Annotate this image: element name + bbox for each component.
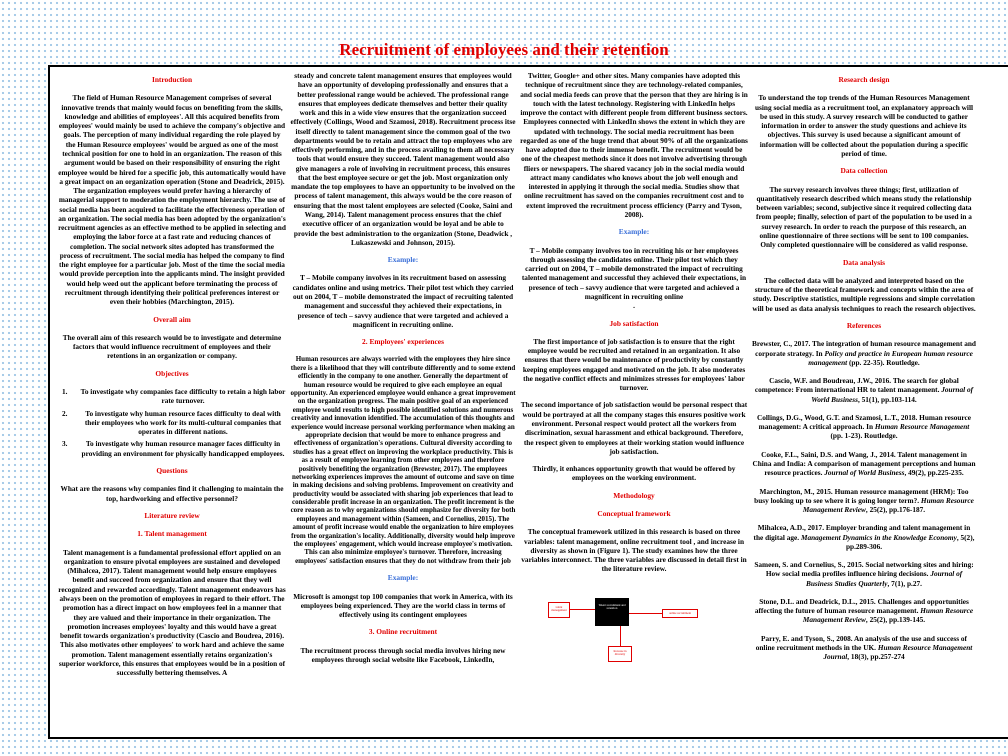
talent-management-text: Talent management is a fundamental professional effort applied on an organization to ensure pivotal employees are sustained and developed (Mihalcea, 2017). Talent management would help ensure employees benefit and succeed from organization and ensure that they well recognized and rewarded accordingly. Talent management endeavors has always been on the promotion of employees in regard to their effort. The promotion has a direct impact on how employees feel in a manner that they are valued and their importance in their organization. The promotion increases employees' loyalty and this would have a great benefit towards organization's productivity (Cascio and Boudrea, 2016). This also motivates other employees' to work hard and achieve the same promotion. Talent management essentially retains organization's superior workforce, this ensures that employees would be in a position of successfully bettering themselves. A (58, 547, 286, 678)
talent-management-box: talent management (548, 602, 570, 618)
references-heading: References (846, 320, 882, 330)
reference-item: Parry, E. and Tyson, S., 2008. An analysis of the use and success of online recruitment methods in the UK. Human Resource Management Journal, 18(3), pp.257-274 (755, 633, 973, 662)
reference-item: Cooke, F.L., Saini, D.S. and Wang, J., 2014. Talent management in China and India: A comparison of management perceptions and human resource practices. Journal of World Business, 49(2), pp.225-235. (752, 449, 976, 478)
introduction-heading: Introduction (151, 75, 193, 84)
online-recruitment-text: The recruitment process through social media involves hiring new employees through social website like Facebook, LinkedIn, (300, 645, 506, 665)
questions-heading: Questions (156, 465, 188, 475)
connector-line (620, 626, 621, 646)
data-analysis-heading: Data analysis (842, 257, 886, 267)
reference-item: Collings, D.G., Wood, G.T. and Szamosi, L.T., 2018. Human resource management: A critical approach. In Human Resource Management (pp. 1-23). Routledge. (756, 412, 971, 441)
conceptual-framework-heading: Conceptual framework (597, 509, 671, 518)
job-satisfaction-heading: Job satisfaction (609, 318, 659, 328)
data-analysis-text: The collected data will be analyzed and interpreted based on the structure of the theoretical framework and concepts within the area of study. Descriptive statistics, multiple regressions and simple correlation will be used as data analysis techniques to reach the research objectives. (752, 275, 976, 313)
reference-item: Brewster, C., 2017. The integration of human resource management and corporate strategy. In Policy and practice in European human resource management (pp. 22-35). Routledge. (752, 339, 976, 367)
connector-line (629, 613, 662, 614)
job-satisfaction-text-2: The second importance of job satisfaction would be personal respect that would be portrayed at all the company stages this ensures positive work environment. Personal respect would protect all the workers from discrimination, sexual harassment and ethical background. Therefore, the respect given to employees at their working station would influence job satisfaction. (520, 400, 748, 456)
objectives-heading: Objectives (155, 368, 189, 378)
column-2 (290, 71, 516, 733)
poster-frame (48, 65, 1008, 739)
recruitment-retention-box: Talent recruitment and retention (595, 598, 629, 626)
overall-aim-heading: Overall aim (153, 314, 191, 324)
poster-title: Recruitment of employees and their retention (339, 40, 669, 59)
example-heading: Example: (387, 255, 419, 265)
example-heading-2: Example: (387, 573, 419, 583)
column-3 (520, 71, 748, 733)
column-1 (58, 71, 286, 733)
connector-line (570, 609, 595, 610)
diversity-box: Increase in diversity (608, 646, 632, 662)
conceptual-framework-text: The conceptual framework utilized in this research is based on three variables: talent management, online recruitment tool , and increase in diversity as shown in (Figure 1). The study examines how the three variables interconnect. The three variables are discussed in detail first in the literature review. (521, 527, 747, 574)
employees-experiences-text: Human resources are always worried with the employees they hire since there is a likelihood that they will contribute differently and to some extend efficiently in the company to one another. Generally the department of human resource would be required to give each employee an equal opportunity. An experienced employee would enhance a great improvement on the organization progress. The main positive goal of an experienced employee would results to high possible identified solutions and numerous creativity and innovation identified. The accumulation of this thoughts and experience would increase personal working performance when making an appropriate decision that would be more to enhance progress and effectiveness of organization's operations. Cultural diversity according to studies has a great effect on improving the workplace productivity. This is as a result of employee learning from other employees and therefore positively benefiting the organization (Brewster, 2017). The employees networking experiences improves the amount of outcome and save on time in making decisions and solving problems. Improvement on creativity and productivity would be associated with sharing job experiences that lead to considerable profit increase in an organization. The profit increment is the core reason as to why organizations should emphasize for diversity for both employees and management within (Sameen, and Cornelius, 2015). The amount of profit increase would enable the organization to hire employees from the organization's locality. Additionally, diversity would help improve the employees' engagement, which would increase employee's motivation. This can also minimize employee's turnover. Therefore, increasing employees' satisfaction ensures that they do not withdraw from their job (290, 355, 516, 565)
objectives-list (58, 387, 286, 458)
conceptual-framework-diagram (520, 582, 748, 664)
example-heading-3: Example: (618, 227, 650, 237)
reference-item: Cascio, W.F. and Boudreau, J.W., 2016. The search for global competence: From international HR to talent management. Journal of World Business, 51(1), pp.103-114. (754, 376, 974, 404)
research-design-text: To understand the top trends of the Human Resources Management using social media as a recruitment tool, an explanatory approach will be used in this study. A survey research will be conducted to gather information in order to answer the study questions and achieve its objectives. This survey is used because a significant amount of information will be collected about the population during a specific period of time. (754, 93, 974, 158)
example-text-3: T – Mobile company involves too in recruiting his or her employees through assessing the candidates online. Their pilot test which they carried out on 2004, T – mobile demonstrated the impact of recruiting talented management and successful they achieved their expectations, in presence of tech – savvy audience that were targeted and achieved a magnificent in recruiting online . (521, 245, 747, 311)
list-item: 2. To investigate why human resource faces difficulty to deal with their employees who work for its multi-cultural companies that operates in different nations. (62, 408, 282, 437)
list-item: 1. To investigate why companies face difficulty to retain a high labor rate turnover. (62, 387, 286, 406)
data-collection-text: The survey research involves three things; first, utilization of quantitatively research described which means study the relationship between variables; second, subjective since it required collecting data from people; finally, selection of part of the population to be used in a survey research. In order to reach the purpose of this research, an online questionnaire of three sections will be sent to 100 companies. Only completed questionnaire will be considered as valid response. (756, 184, 972, 250)
example-text: T – Mobile company involves in its recruitment based on assessing candidates online and using metrics. Their pilot test which they carried out on 2004, T – mobile demonstrated the impact of recruiting talented management and successful they achieved their expectations, in presence of tech – savvy audience that were targeted and achieved a magnificent in recruiting online. (292, 273, 514, 329)
talent-management-heading: 1. Talent management (137, 529, 207, 539)
introduction-text: The field of Human Resource Management comprises of several innovative trends that mainly would focus on benefiting from the skills, knowledge and abilities of employees'. All this acquired benefits from employees' would mainly be used to achieve the company's objective and goals. The perception of many individual regarding the role played by the Human Resource employees' would be argued as one of the most technical position for one to hold in an organization. The reason of this argument would be based on their responsibility of ensuring the right employee would be hired for a specific job, this automatically would have a great impact on an organization operation (Stone and Deadrick, 2015). The organization employees would prefer having a hierarchy of managerial support to moderation the employment hierarchy. The use of social media has been acquired to facilitate the effectiveness operation of an organization. The social media has been adopted by the organization's recruitment agencies as an effective method to be applied in selecting and employing the labor force at a fast rate and reducing chances of completion. The social network sites adopted has transformed the process of recruitment. The social media has helped the company to find the right employee for a particular job. Most of the time the social media would provide perception into the applicants mind. The insight provided would help weed out the applicant before terminating the process of recruitment through identifying their political preferences interest or even their hobbies (Marchington, 2015). (58, 93, 286, 307)
online-recruitment-heading: 3. Online recruitment (368, 627, 438, 637)
reference-item: Mihalcea, A.D., 2017. Employer branding and talent management in the digital age. Management Dynamics in the Knowledge Economy, 5(2), pp.289-306. (753, 523, 975, 551)
reference-item: Stone, D.L. and Deadrick, D.L., 2015. Challenges and opportunities affecting the future of human resource management. Human Resource Management Review, 25(2), pp.139-145. (754, 596, 974, 625)
data-collection-heading: Data collection (840, 166, 888, 176)
methodology-heading: Methodology (613, 490, 655, 500)
online-recruitment-box: online recruitment (662, 609, 698, 618)
reference-item: Sameen, S. and Cornelius, S., 2015. Social networking sites and hiring: How social media profiles influence hiring decisions. Journal of Business Studies Quarterly, 7(1), p.27. (754, 560, 974, 588)
overall-aim-text: The overall aim of this research would be to investigate and determine factors that would influence recruitment of employees and their retentions in an organization or company. (62, 332, 282, 361)
literature-review-heading: Literature review (144, 510, 200, 520)
employees-experiences-heading: 2. Employees' experiences (362, 337, 444, 347)
example-text-2: Microsoft is amongst top 100 companies that work in America, with its employees being experienced. They are the world class in terms of effectively using its contingent employees (293, 591, 513, 620)
online-recruitment-continued: Twitter, Google+ and other sites. Many companies have adopted this technique of recruitment since they are technology-related companies, and social media feeds can prove that the person that they are hiring is in touch with the latest technology. Registering with LinkedIn helps improve the contact with different people from different business sectors. Employees connected with LinkedIn shows the extent in which they are updated with technology. The social media recruitment has been regarded as one of the huge trend that about 90% of all the organizations have adopted due to their immense benefit. The recruitment would be one of the cheapest methods since it does not involve advertising through fliers or newspapers. The shared vacancy job in the social media would attract many candidates who knows about the job well enough and interested in applying it through the social media. Studies show that online recruitment has saved on the companies recruitment cost and to extent improved the recruitment process efficiency (Parry and Tyson, 2008). (520, 71, 748, 219)
job-satisfaction-text-1: The first importance of job satisfaction is to ensure that the right employee would be recruited and retained in an organization. It also ensures that there would be maintenance of productivity by constantly keeping employees engaged and motivated on the job. It also moderates the negative conflict effects and minimizes stresses for employees' labor turnover. (522, 336, 746, 393)
list-item: 3. To investigate why human resource manager faces difficulty in providing an environment for physically handicapped employees. (62, 439, 285, 458)
questions-text: What are the reasons why companies find it challenging to maintain the top, hardworking and effective personnel? (60, 484, 284, 503)
job-satisfaction-text-3: Thirdly, it enhances opportunity growth that would be offered by employees on the working environment. (532, 464, 736, 483)
research-design-heading: Research design (838, 75, 890, 84)
reference-item: Marchington, M., 2015. Human resource management (HRM): Too busy looking up to see where it is going longer term?. Human Resource Management Review, 25(2), pp.176-187. (754, 486, 974, 515)
column-4 (752, 71, 976, 733)
talent-management-continued: steady and concrete talent management ensures that employees would have an opportunity of developing professionally and ensures that a better professional range would be achieved. The professional range ensures that employees dedicate themselves and better their quality work and this in a wide view ensures that the organization succeed effectively (Collings, Wood and Szamosi, 2018). Recruitment process itse itself directly to talent management since the common goal of the two departments would be to retain and attract the top employees who are effectively performing, and in the process availing to them all necessary tools that would ensure they succeed. Talent management would also give managers a role of involving in recruitment process, this ensures that the best employee secure or get the job. Most organization only mandate the top employees to have an opportunity to be involved on the process of talent management, this always would be the core reason of ensuring that the most talent employees are selected (Cooke, Saini and Wang, 2014). Talent management process ensures that the chief executive officer of an organization would be loyal and be able to provide the best administration to the organization (Stone, Deadwick , Lukaszewski and Johnson, 2015). (290, 71, 516, 247)
